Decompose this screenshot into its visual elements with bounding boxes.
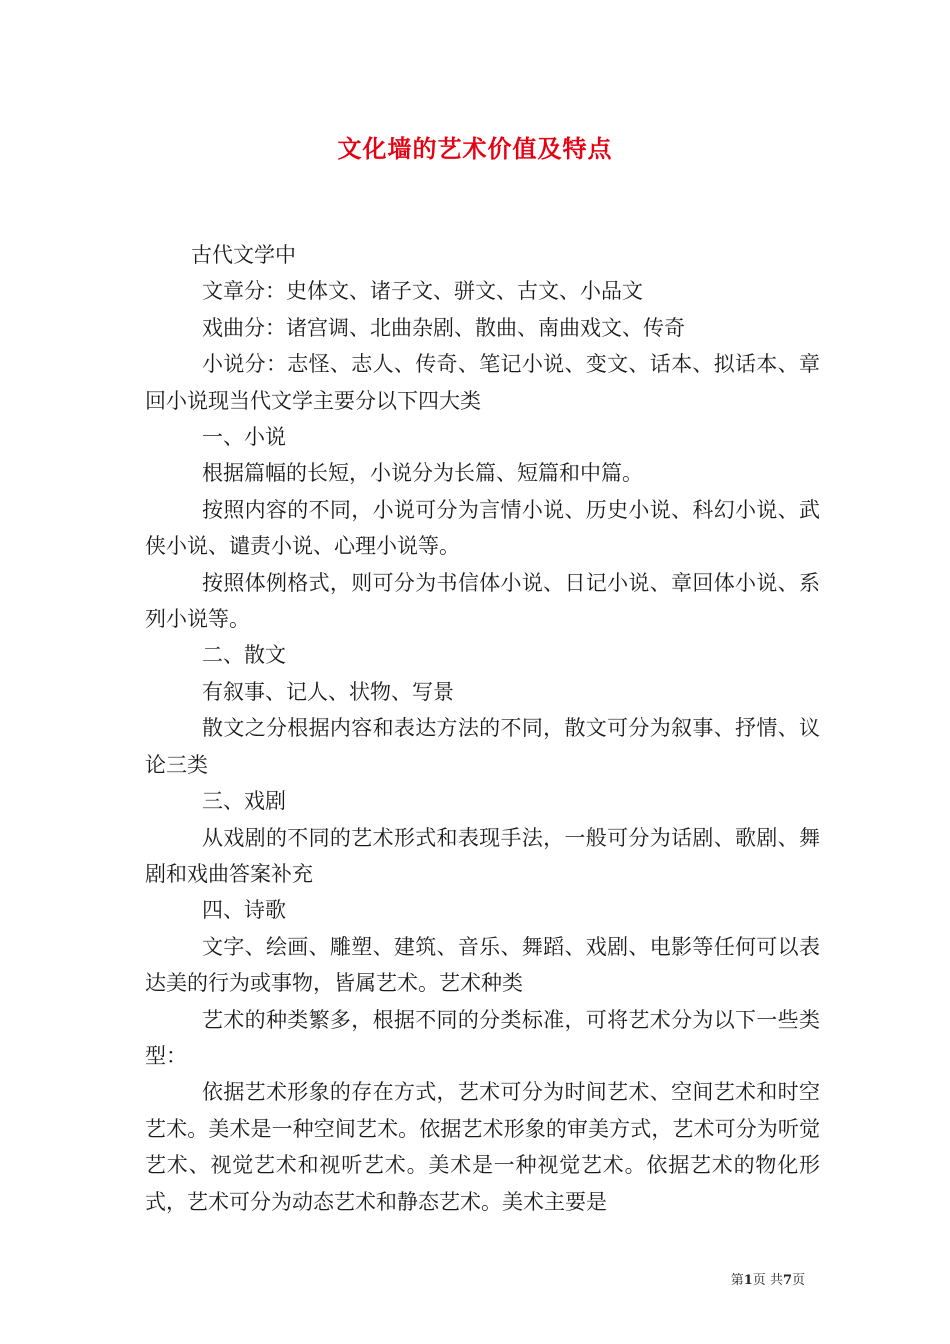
page-title: 文化墙的艺术价值及特点 [337, 134, 613, 163]
current-page-number: 1 [743, 1273, 753, 1288]
paragraph: 散文之分根据内容和表达方法的不同，散文可分为叙事、抒情、议论三类 [145, 716, 820, 777]
document-body [145, 237, 820, 1220]
paragraph: 小说分：志怪、志人、传奇、笔记小说、变文、话本、拟话本、章回小说现当代文学主要分以下四大类 [145, 352, 820, 413]
total-pages-number: 7 [782, 1273, 792, 1288]
paragraph: 从戏剧的不同的艺术形式和表现手法，一般可分为话剧、歌剧、舞剧和戏曲答案补充 [145, 825, 820, 886]
paragraph: 文章分：史体文、诸子文、骈文、古文、小品文 [202, 279, 643, 304]
paragraph: 按照内容的不同，小说可分为言情小说、历史小说、科幻小说、武侠小说、谴责小说、心理小说等。 [145, 497, 820, 559]
paragraph: 按照体例格式，则可分为书信体小说、日记小说、章回体小说、系列小说等。 [145, 570, 820, 632]
footer-suffix: 页 [791, 1273, 805, 1288]
footer-middle: 页 共 [752, 1273, 783, 1288]
paragraph: 依据艺术形象的存在方式，艺术可分为时间艺术、空间艺术和时空艺术。美术是一种空间艺术。依据艺术形象的审美方式，艺术可分为听觉艺术、视觉艺术和视听艺术。美术是一种视觉艺术。依据艺术的物化形式，艺术可分为动态艺术和静态艺术。美术主要是 [145, 1080, 820, 1214]
section-heading: 一、小说 [202, 425, 286, 450]
paragraph: 艺术的种类繁多，根据不同的分类标准，可将艺术分为以下一些类型： [145, 1007, 820, 1068]
paragraph: 古代文学中 [191, 243, 296, 267]
paragraph: 有叙事、记人、状物、写景 [202, 679, 454, 704]
paragraph: 戏曲分：诸宫调、北曲杂剧、散曲、南曲戏文、传奇 [202, 315, 685, 340]
section-heading: 四、诗歌 [202, 898, 286, 923]
section-heading: 二、散文 [202, 643, 286, 668]
paragraph: 根据篇幅的长短，小说分为长篇、短篇和中篇。 [202, 461, 643, 486]
section-heading: 三、戏剧 [202, 789, 286, 814]
footer-prefix: 第 [730, 1273, 744, 1288]
paragraph: 文字、绘画、雕塑、建筑、音乐、舞蹈、戏剧、电影等任何可以表达美的行为或事物，皆属艺术。艺术种类 [145, 934, 820, 996]
page-footer [731, 1272, 805, 1290]
